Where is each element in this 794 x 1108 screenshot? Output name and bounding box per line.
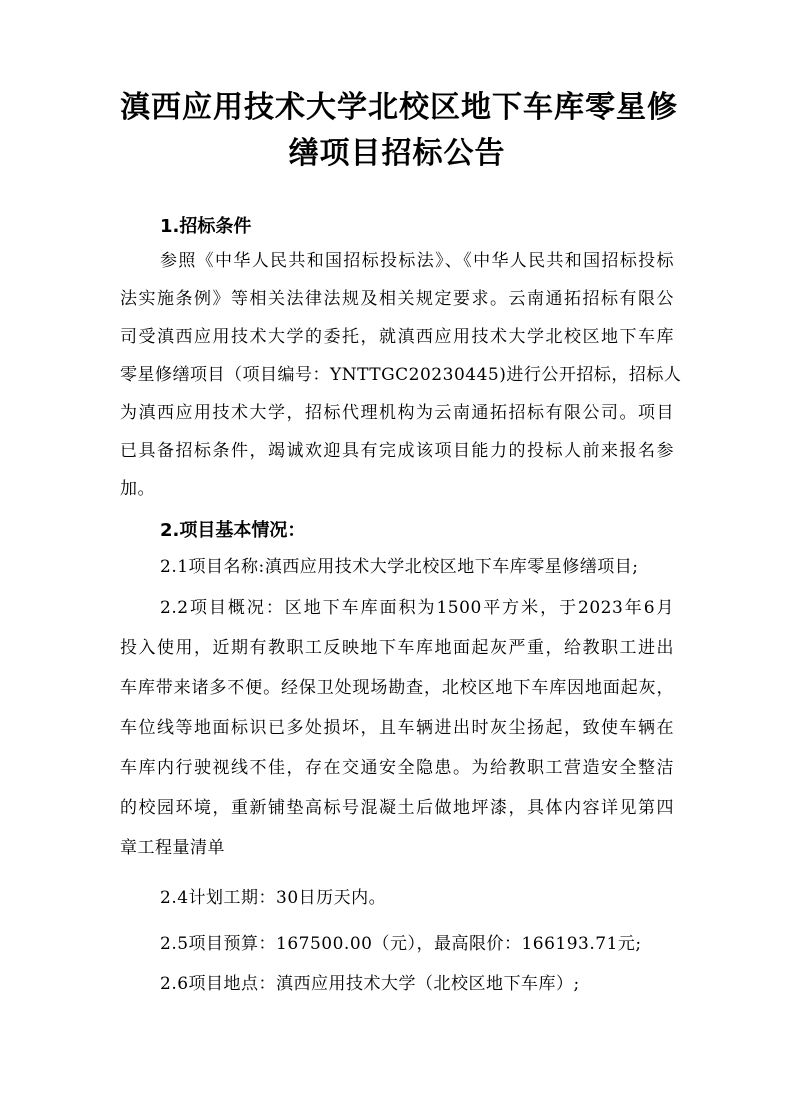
section-1-line: 零星修缮项目（项目编号：YNTTGC20230445)进行公开招标，招标人 bbox=[120, 365, 682, 385]
document-title-line-1: 滇西应用技术大学北校区地下车库零星修 bbox=[120, 90, 678, 125]
section-1-line: 为滇西应用技术大学，招标代理机构为云南通拓招标有限公司。项目 bbox=[120, 403, 674, 423]
item-2-2-line: 车位线等地面标识已多处损坏，且车辆进出时灰尘扬起，致使车辆在 bbox=[120, 718, 674, 738]
item-2-2-line: 2.2项目概况：区地下车库面积为1500平方米，于2023年6月 bbox=[160, 598, 674, 618]
section-1-line: 司受滇西应用技术大学的委托，就滇西应用技术大学北校区地下车库 bbox=[120, 327, 674, 347]
item-2-2-line: 车库内行驶视线不佳，存在交通安全隐患。为给教职工营造安全整洁 bbox=[120, 758, 674, 778]
item-2-2-line: 章工程量清单 bbox=[120, 838, 225, 858]
section-2-heading: 2.项目基本情况： bbox=[160, 520, 306, 541]
item-2-2-line: 车库带来诸多不便。经保卫处现场勘查，北校区地下车库因地面起灰， bbox=[120, 678, 674, 698]
item-2-1: 2.1项目名称:滇西应用技术大学北校区地下车库零星修缮项目; bbox=[160, 557, 639, 577]
section-1-line: 已具备招标条件，竭诚欢迎具有完成该项目能力的投标人前来报名参 bbox=[120, 441, 674, 461]
document-title-line-2: 缮项目招标公告 bbox=[288, 136, 506, 171]
section-1-line: 加。 bbox=[120, 479, 155, 499]
section-1-line: 法实施条例》等相关法律法规及相关规定要求。云南通拓招标有限公 bbox=[120, 289, 674, 309]
section-1-line: 参照《中华人民共和国招标投标法》、《中华人民共和国招标投标 bbox=[160, 251, 674, 271]
item-2-6: 2.6项目地点：滇西应用技术大学（北校区地下车库）; bbox=[160, 974, 580, 994]
item-2-4: 2.4计划工期：30日历天内。 bbox=[160, 888, 387, 908]
section-1-heading: 1.招标条件 bbox=[160, 216, 252, 237]
item-2-5: 2.5项目预算：167500.00（元），最高限价：166193.71元; bbox=[160, 934, 642, 954]
item-2-2-line: 投入使用，近期有教职工反映地下车库地面起灰严重，给教职工进出 bbox=[120, 638, 674, 658]
item-2-2-line: 的校园环境，重新铺垫高标号混凝土后做地坪漆，具体内容详见第四 bbox=[120, 798, 674, 818]
